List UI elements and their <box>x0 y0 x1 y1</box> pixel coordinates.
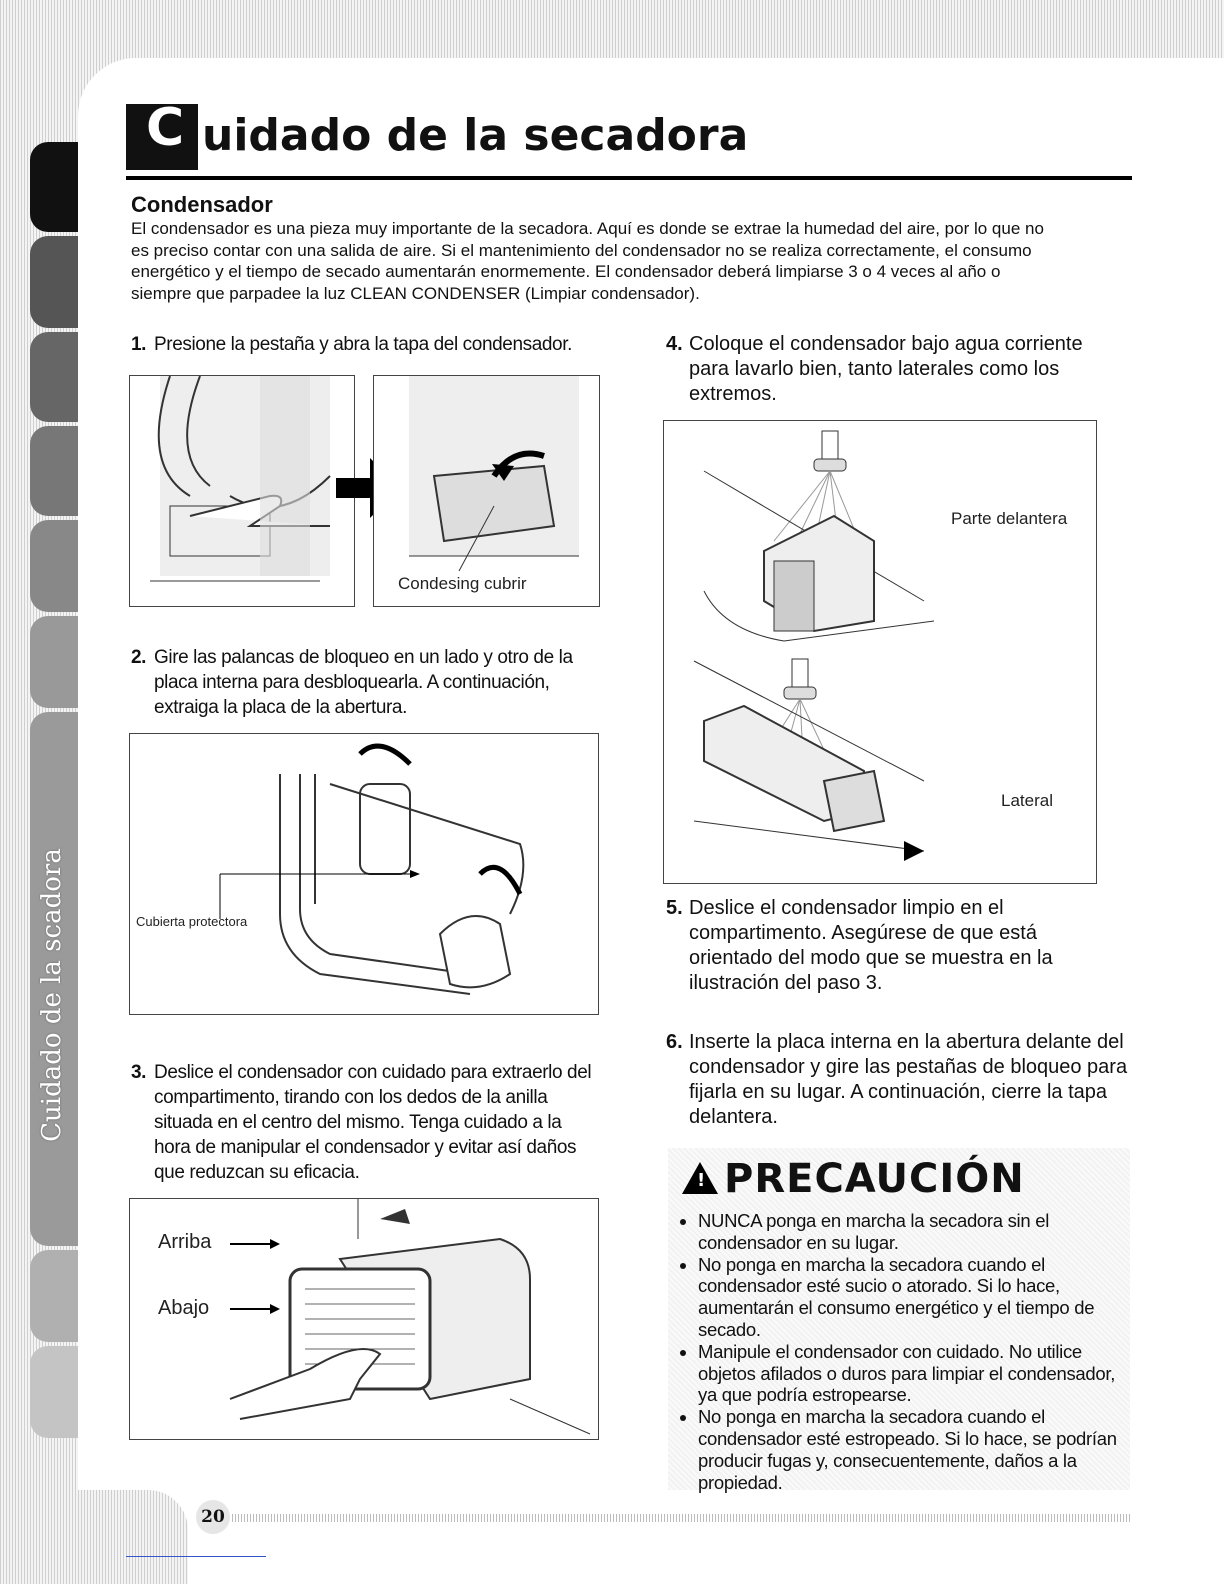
page-number-rule <box>232 1514 1132 1522</box>
caution-item: • No ponga en marcha la secadora cuando el condensador esté sucio o atorado. Si lo hace, aumentarán el consumo energético y el tiempo de secado. <box>698 1254 1138 1341</box>
figure-unlock-plate <box>129 733 599 1015</box>
section-intro: El condensador es una pieza muy importante de la secadora. Aquí es donde se extrae la humedad del aire, por lo que no es preciso contar con una salida de aire. Si el mantenimiento del condensador no se realiza correctamente, el consumo energético y el tiempo de secado aumentarán enormemente. El condensador deberá limpiarse 3 o 4 veces al año o siempre que parpadee la luz CLEAN CONDENSER (Limpiar condensador). <box>131 219 1044 303</box>
page-number: 20 <box>196 1500 230 1534</box>
caution-item: • NUNCA ponga en marcha la secadora sin el condensador en su lugar. <box>698 1210 1138 1254</box>
side-tab-3 <box>30 332 80 422</box>
title-text: uidado de la secadora <box>202 110 749 161</box>
step-4: 4. Coloque el condensador bajo agua corriente para lavarlo bien, tanto laterales como los extremos. <box>666 333 1083 405</box>
section-heading: Condensador <box>131 192 273 217</box>
side-tab-2 <box>30 236 80 328</box>
label-top: Arriba <box>158 1231 212 1253</box>
side-tab-4 <box>30 426 80 516</box>
figure-pull-condenser <box>129 1198 599 1440</box>
label-front: Parte delantera <box>951 509 1068 528</box>
step-1: 1. Presione la pestaña y abra la tapa del condensador. <box>131 334 572 355</box>
caution-item: • Manipule el condensador con cuidado. No utilice objetos afilados o duros para limpiar el condensador, ya que podría estropearse. <box>698 1341 1138 1406</box>
label-bottom: Abajo <box>158 1297 210 1319</box>
step-3: 3. Deslice el condensador con cuidado para extraerlo del compartimento, tirando con los dedos de la anilla situada en el centro del mismo. Tenga cuidado a la hora de manipular el condensador y evitar así daños que reduzcan su eficacia. <box>131 1062 592 1183</box>
caution-title: ! PRECAUCIÓN <box>682 1156 1025 1202</box>
page-corner <box>78 1490 188 1584</box>
caution-item: • No ponga en marcha la secadora cuando el condensador esté estropeado. Si lo hace, se podrían producir fugas y, consecuentemente, daños a la propiedad. <box>698 1406 1138 1493</box>
side-tab-9 <box>30 1346 80 1438</box>
step-5: 5. Deslice el condensador limpio en el compartimento. Asegúrese de que está orientado del modo que se muestra en la ilustración del paso 3. <box>666 897 1053 994</box>
side-tab-8 <box>30 1250 80 1342</box>
title-initial-box: C <box>126 104 198 170</box>
side-tab-5 <box>30 520 80 612</box>
label-protective: Cubierta protectora <box>136 914 248 929</box>
warning-triangle-icon: ! <box>682 1162 718 1194</box>
page-title <box>126 98 1132 180</box>
side-tab-6 <box>30 616 80 708</box>
step-6: 6. Inserte la placa interna en la abertura delante del condensador y gire las pestañas de bloqueo para fijarla en su lugar. A continuación, cierre la tapa delantera. <box>666 1031 1128 1128</box>
side-tab-1 <box>30 142 80 232</box>
bottom-link-line <box>126 1556 266 1557</box>
figure-wash-condenser <box>663 420 1097 884</box>
side-tab-label: Cuidado de la scadora <box>37 848 67 1142</box>
figure-open-cover-hand <box>129 375 355 607</box>
label-side: Lateral <box>1001 791 1053 810</box>
step-2: 2. Gire las palancas de bloqueo en un lado y otro de la placa interna para desbloquearla. A continuación, extraiga la placa de la abertura. <box>131 647 573 718</box>
caution-list <box>678 1210 1138 1493</box>
figure-condenser-cover <box>373 375 600 607</box>
caution-box <box>668 1148 1130 1493</box>
label-cover: Condesing cubrir <box>398 574 527 593</box>
